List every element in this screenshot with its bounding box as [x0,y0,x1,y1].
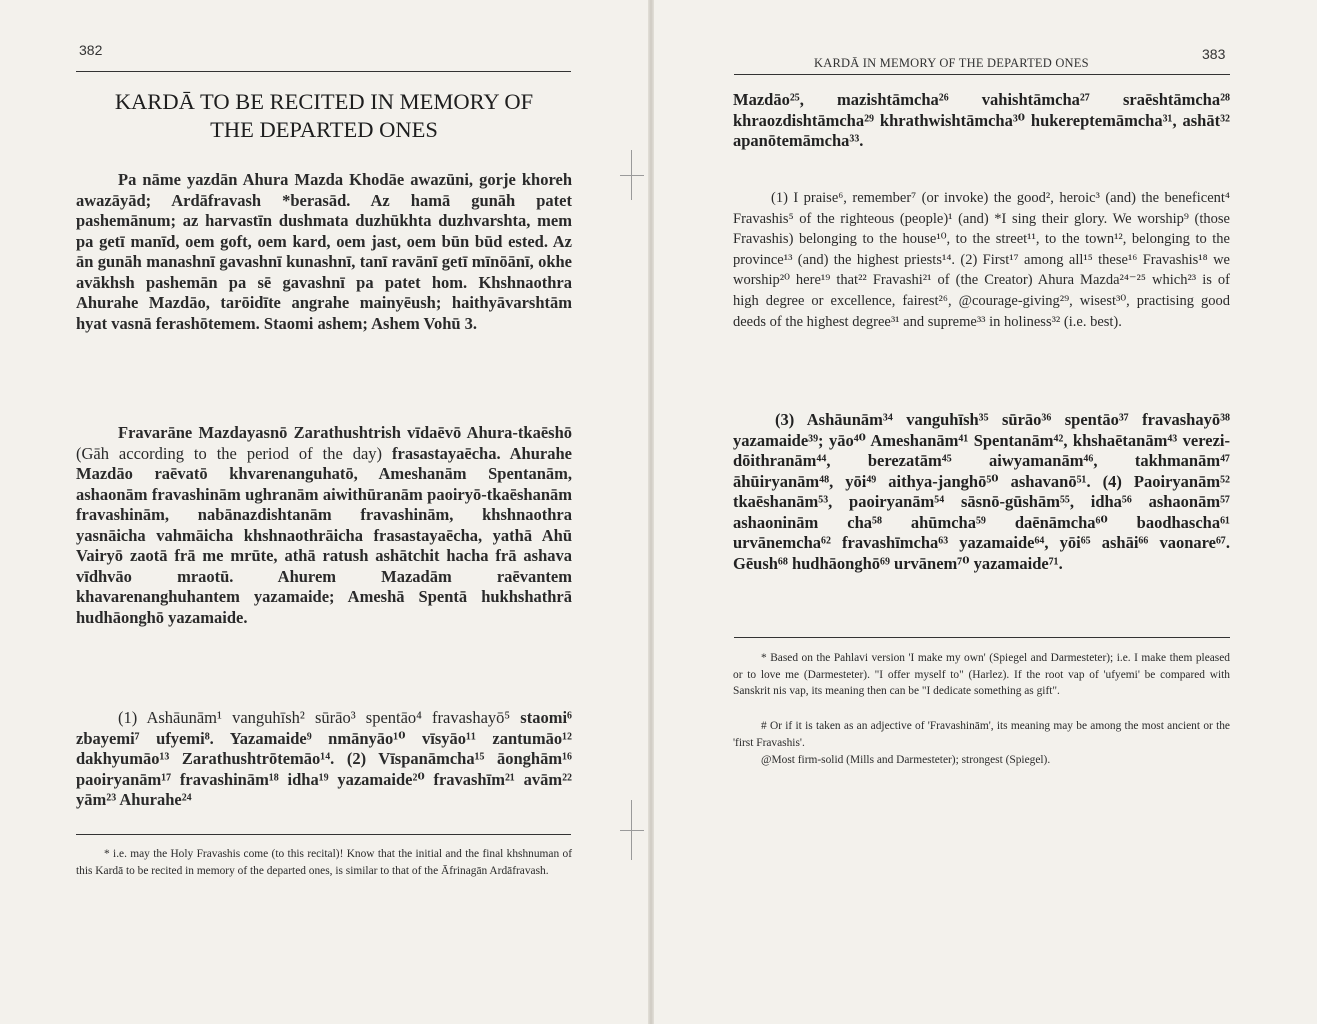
translation-paragraph: (1) I praise⁶, remember⁷ (or invoke) the good², heroic³ (and) the beneficent⁴ Fravashis⁵ of the righteous (people)¹ (and) *I sing their glory. We worship⁹ (those Fravashis) belonging to the house¹⁰, to the street¹¹, to the town¹², belonging to the province¹³ (and) the highest priests¹⁴. (2) First¹⁷ among all¹⁵ these¹⁶ Fravashis¹⁸ we worship²⁰ here¹⁹ that²² Fravashi²¹ of (the Creator) Ahura Mazda²⁴⁻²⁵ which²³ is of high degree or excellence, fairest²⁶, @courage-giving²⁹, wisest³⁰, practising good deeds of the highest degree³¹ and supreme³³ in holiness³² (i.e. best). [733,190,1230,330]
prayer-paragraph-1: Pa nāme yazdān Ahura Mazda Khodāe awazūni, gorje khoreh awazāyād; Ardāfravash *berasād. Az hamā gunāh patet pashemānum; az harvastīn dushmata duzhūkhta duzhvarshta, mem pa getī manīd, oem goft, oem kard, oem jast, oem būn būd ested. Az ān gunāh manashnī gavashnī kunashnī, tanī ravānī getī mīnōānī, okhe avākhsh pashemān pa sē gavashnī pa patet hom. Khshnaothra Ahurahe Mazdāo, tarōidīte angrahe mainyēush; haithyāvarshtām hyat vasnā ferashōtemem. Staomi ashem; Ashem Vohū 3. [76,170,572,333]
page-number-left: 382 [79,42,103,58]
right-page [654,0,1317,1024]
footnote-right-2: # Or if it is taken as an adjective of 'Fravashinām', its meaning may be among the most ancient or the 'first Fravashis'. [733,720,1230,749]
prayer-paragraph-2 [76,423,572,628]
prayer-paragraph-5: (3) Ashāunām³⁴ vanguhīsh³⁵ sūrāo³⁶ spentāo³⁷ fravashayō³⁸ yazamaide³⁹; yāo⁴⁰ Ameshanām⁴¹ Spentanām⁴², khshaētanām⁴³ verezi-dōithranām⁴⁴, berezatām⁴⁵ aiwyamanām⁴⁶, takhmanām⁴⁷ āhūiryanām⁴⁸, yōi⁴⁹ aithya-janghō⁵⁰ ashavanō⁵¹. (4) Paoiryanām⁵² tkaēshanām⁵³, paoiryanām⁵⁴ sāsnō-gūshām⁵⁵, idha⁵⁶ ashaonām⁵⁷ ashaoninām cha⁵⁸ ahūmcha⁵⁹ daēnāmcha⁶⁰ baodhascha⁶¹ urvānemcha⁶² fravashīmcha⁶³ yazamaide⁶⁴, yōi⁶⁵ ashāi⁶⁶ vaonare⁶⁷. Gēush⁶⁸ hudhāonghō⁶⁹ urvānem⁷⁰ yazamaide⁷¹. [733,410,1230,573]
paragraph-2-start: Fravarāne Mazdayasnō Zarathushtrish vīdaēvō Ahura-tkaēshō [118,423,572,442]
header-rule-left [76,71,571,72]
header-rule-right [734,74,1230,75]
registration-mark [620,830,644,831]
footnote-right-1: * Based on the Pahlavi version 'I make my own' (Spiegel and Darmesteter); i.e. I make them pleased or to love me (Darmesteter). "I offer myself to" (Harlez). If the root vap of 'ufyemi' be compared with Sanskrit nis vap, its meaning then can be "I dedicate something as gift". [733,652,1230,698]
footnote-rule-left [76,834,571,835]
left-page [0,0,648,1024]
prayer-paragraph-3 [76,708,572,811]
running-head: KARDĀ IN MEMORY OF THE DEPARTED ONES [814,56,1089,70]
page-title [76,88,572,144]
registration-mark [620,175,644,176]
page-number-right: 383 [1202,46,1226,62]
footnote-right-3: @Most firm-solid (Mills and Darmesteter); strongest (Spiegel). [761,754,1051,766]
prayer-paragraph-4: Mazdāo²⁵, mazishtāmcha²⁶ vahishtāmcha²⁷ sraēshtāmcha²⁸ khraozdishtāmcha²⁹ khrathwishtāmcha³⁰ hukereptemāmcha³¹, ashāt³² apanōtemāmcha³³. [733,90,1230,150]
footnote-rule-right [734,637,1230,638]
title-line-1: KARDĀ TO BE RECITED IN MEMORY OF [114,89,534,114]
paragraph-2-end: frasastayaēcha. Ahurahe Mazdāo raēvatō khvarenanguhatō, Ameshanām Spentanām, ashaonām fravashinām ughranām aiwithūranām paoiryō-tkaēshanām fravashinām, nabānazdishtanām fravashinām, khshnaothra yasnāicha vahmāicha khshnaothrāicha frasastayaēcha, yathā Ahū Vairyō zaotā frā me mrūte, athā ratush ashātchit hacha frā ashava vīdhvāo mraotū. Ahurem Mazadām raēvantem khavarenanghuhantem yazamaide; Ameshā Spentā hukhshathrā hudhāonghō yazamaide. [76,443,572,627]
paragraph-2-note: (Gāh according to the period of the day) [76,443,383,463]
paragraph-3-start: (1) Ashāunām¹ vanguhīsh² sūrāo³ spentāo⁴ fravashayō⁵ [118,708,521,727]
paragraph-3-rest: staomi⁶ zbayemi⁷ ufyemi⁸. Yazamaide⁹ nmānyāo¹⁰ vīsyāo¹¹ zantumāo¹² dakhyumāo¹³ Zarathushtrōtemāo¹⁴. (2) Vīspanāmcha¹⁵ āonghām¹⁶ paoiryanām¹⁷ fravashinām¹⁸ idha¹⁹ yazamaide²⁰ fravashīm²¹ avām²² yām²³ Ahurahe²⁴ [76,708,572,809]
footnote-left: * i.e. may the Holy Fravashis come (to this recital)! Know that the initial and the final khshnuman of this Kardā to be recited in memory of the departed ones, is similar to that of the Āfrinagān Ardāfravash. [76,848,572,877]
title-line-2: THE DEPARTED ONES [210,117,438,142]
